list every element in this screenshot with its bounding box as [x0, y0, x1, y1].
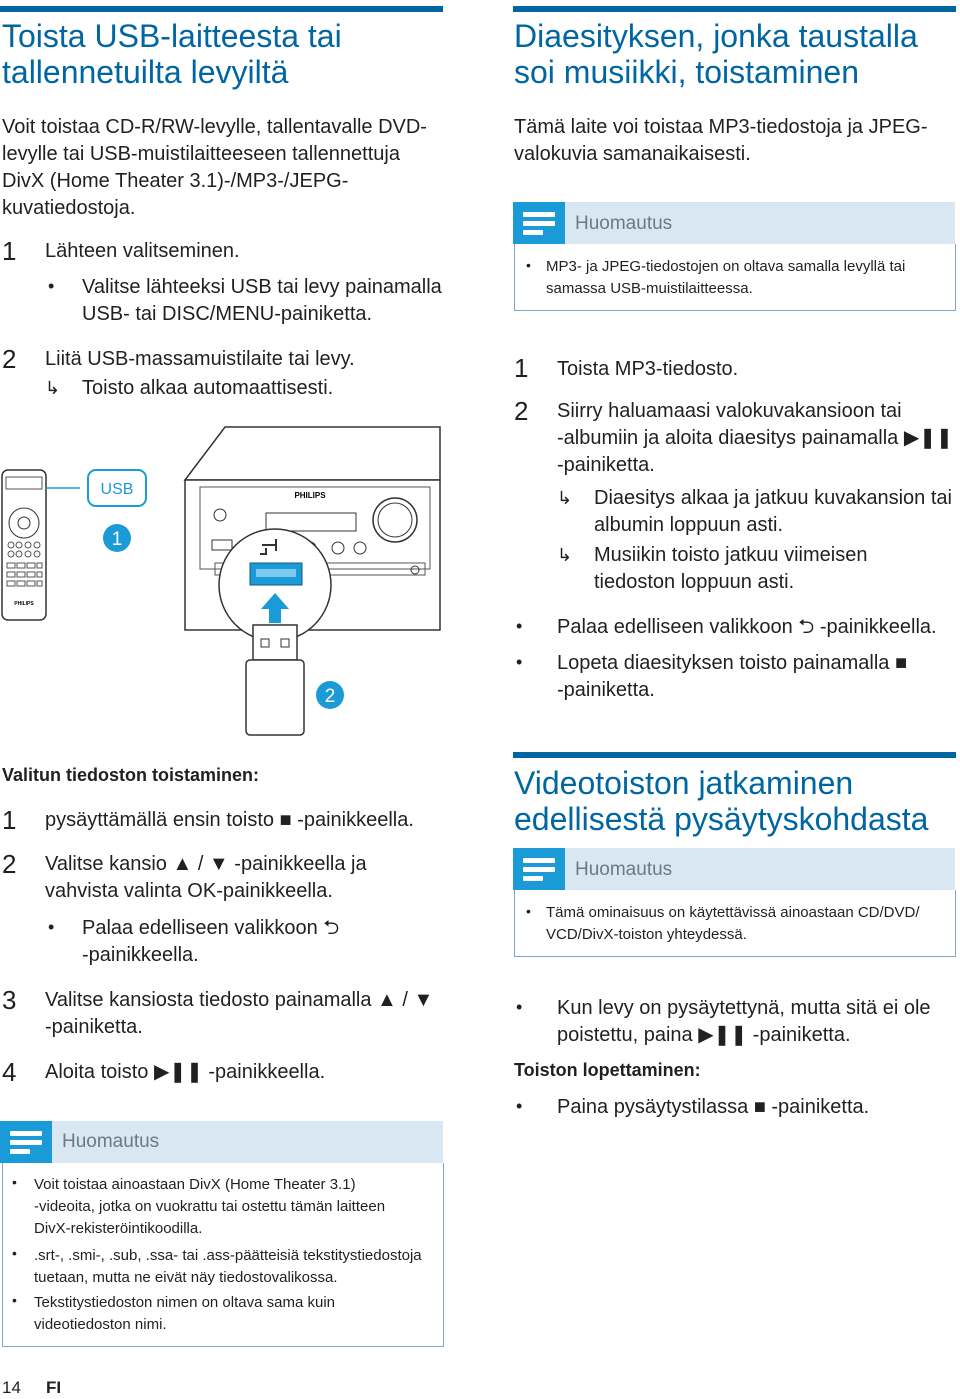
bullet-dot: • [12, 1245, 17, 1261]
device-illustration [0, 415, 445, 740]
step-line: vahvista valinta OK-painikkeella. [45, 880, 333, 902]
section-rule [513, 752, 956, 758]
note-line: MP3- ja JPEG-tiedostojen on oltava samalla levyllä tai [546, 258, 906, 275]
intro-line: kuvatiedostoja. [2, 197, 136, 219]
bullet-line: Valitse lähteeksi USB tai levy painamalla [82, 276, 442, 298]
section-title [514, 18, 918, 90]
bullet-line: Kun levy on pysäytettynä, mutta sitä ei ole [557, 997, 931, 1019]
svg-text:USB: USB [100, 481, 134, 498]
page-number: 14 [2, 1378, 21, 1397]
subsection-heading: Valitun tiedoston toistaminen: [2, 765, 260, 785]
note-item [34, 1174, 434, 1240]
step-text [557, 398, 957, 479]
step-line: Valitse kansio ▲ / ▼ -painikkeella ja [45, 853, 367, 875]
svg-text:PHILIPS: PHILIPS [294, 491, 326, 500]
step-number: 2 [514, 396, 529, 426]
bullet-text [557, 650, 907, 704]
step-number: 4 [2, 1057, 17, 1087]
result-line: tiedoston loppuun asti. [594, 571, 795, 593]
svg-text:PHILIPS: PHILIPS [14, 601, 34, 607]
result-arrow-icon: ↳ [45, 378, 61, 398]
section-rule [0, 6, 443, 12]
result-arrow-icon: ↳ [557, 488, 573, 508]
note-item [546, 256, 946, 300]
result-line: albumin loppuun asti. [594, 514, 784, 536]
bullet-line: Palaa edelliseen valikkoon ⮌ [82, 917, 340, 939]
intro-line: levylle tai USB-muistilaitteeseen tallennettuja [2, 143, 400, 165]
title-line: Diaesityksen, jonka taustalla [514, 18, 918, 54]
note-line: tuetaan, mutta ne eivät näy tiedostovalikossa. [34, 1269, 338, 1286]
intro-text [514, 114, 954, 168]
step-text: Aloita toisto ▶❚❚ -painikkeella. [45, 1061, 326, 1083]
step-line: -painiketta. [557, 454, 655, 476]
note-line: Tämä ominaisuus on käytettävissä ainoastaan CD/DVD/ [546, 904, 920, 921]
bullet-dot: • [12, 1174, 17, 1190]
note-item [546, 902, 946, 946]
title-line: soi musiikki, toistaminen [514, 54, 859, 90]
step-number: 2 [2, 849, 17, 879]
title-line: Videotoiston jatkaminen [514, 765, 854, 801]
note-icon [0, 1121, 52, 1163]
step-text [45, 851, 367, 905]
step-line: -painiketta. [45, 1016, 143, 1038]
bullet-text [82, 915, 339, 969]
result-line: Musiikin toisto jatkuu viimeisen [594, 544, 868, 566]
section-title [2, 18, 342, 90]
bullet-line: -painikkeella. [82, 944, 199, 966]
svg-text:2: 2 [324, 686, 336, 707]
bullet-dot: • [48, 276, 55, 296]
note-line: samassa USB-muistilaitteessa. [546, 280, 753, 297]
bullet-text [82, 274, 452, 328]
note-title: Huomautus [575, 213, 673, 234]
result-line: Diaesitys alkaa ja jatkuu kuvakansion tai [594, 487, 952, 509]
bullet-line: -painiketta. [557, 679, 655, 701]
bullet-line: Lopeta diaesityksen toisto painamalla ■ [557, 652, 908, 674]
title-line: Toista USB-laitteesta tai [2, 18, 342, 54]
note-title: Huomautus [575, 859, 673, 880]
bullet-dot: • [12, 1292, 17, 1308]
intro-text [2, 114, 442, 222]
result-text: Toisto alkaa automaattisesti. [82, 377, 334, 399]
step-line: Valitse kansiosta tiedosto painamalla ▲ / ▼ [45, 989, 434, 1011]
usb-stick-icon [246, 625, 304, 735]
bullet-dot: • [526, 903, 531, 919]
result-text [594, 485, 952, 539]
step-number: 1 [514, 353, 529, 383]
intro-line: Voit toistaa CD-R/RW-levylle, tallentavalle DVD- [2, 116, 427, 138]
bullet-dot: • [526, 257, 531, 273]
note-line: -videoita, jotka on vuokrattu tai ostettu tämän laitteen [34, 1198, 386, 1215]
subsection-heading: Toiston lopettaminen: [514, 1060, 701, 1080]
note-line: DivX-rekisteröintikoodilla. [34, 1220, 203, 1237]
bullet-dot: • [516, 997, 523, 1017]
language-code: FI [46, 1378, 62, 1397]
result-text [594, 542, 867, 596]
step-number: 1 [2, 236, 17, 266]
note-line: videotiedoston nimi. [34, 1316, 167, 1333]
bullet-text: Palaa edelliseen valikkoon ⮌ -painikkeella. [557, 616, 937, 638]
bullet-dot: • [48, 917, 55, 937]
bullet-dot: • [516, 616, 523, 636]
step-text: Lähteen valitseminen. [45, 240, 240, 262]
remote-control-icon [2, 470, 46, 620]
title-line: tallennetuilta levyiltä [2, 54, 289, 90]
intro-line: Tämä laite voi toistaa MP3-tiedostoja ja JPEG- [514, 116, 928, 138]
note-item [34, 1245, 434, 1289]
step-text: Toista MP3-tiedosto. [557, 358, 739, 380]
bullet-text [557, 995, 931, 1049]
bullet-line: USB- tai DISC/MENU-painiketta. [82, 303, 373, 325]
note-icon [513, 202, 565, 244]
result-arrow-icon: ↳ [557, 545, 573, 565]
note-line: Tekstitystiedoston nimen on oltava sama kuin [34, 1294, 335, 1311]
bullet-dot: • [516, 652, 523, 672]
note-item [34, 1292, 434, 1336]
section-rule [513, 6, 956, 12]
step-number: 2 [2, 344, 17, 374]
step-number: 3 [2, 985, 17, 1015]
svg-text:1: 1 [111, 529, 123, 550]
section-title [514, 765, 928, 837]
step-text [45, 987, 433, 1041]
bullet-dot: • [516, 1096, 523, 1116]
title-line: edellisestä pysäytyskohdasta [514, 801, 929, 837]
bullet-line: poistettu, paina ▶❚❚ -painiketta. [557, 1024, 851, 1046]
intro-line: valokuvia samanaikaisesti. [514, 143, 751, 165]
step-line: -albumiin ja aloita diaesitys painamalla ▶❚❚ [557, 427, 953, 449]
note-line: .srt-, .smi-, .sub, .ssa- tai .ass-päätteisiä tekstitystiedostoja [34, 1247, 422, 1264]
step-text: pysäyttämällä ensin toisto ■ -painikkeella. [45, 809, 414, 831]
note-title: Huomautus [62, 1131, 160, 1152]
note-line: Voit toistaa ainoastaan DivX (Home Theater 3.1) [34, 1176, 356, 1193]
note-icon [513, 848, 565, 890]
bullet-text: Paina pysäytystilassa ■ -painiketta. [557, 1096, 870, 1118]
intro-line: DivX (Home Theater 3.1)-/MP3-/JEPG- [2, 170, 349, 192]
note-line: VCD/DivX-toiston yhteydessä. [546, 926, 747, 943]
step-number: 1 [2, 805, 17, 835]
step-line: Siirry haluamaasi valokuvakansioon tai [557, 400, 902, 422]
step-text: Liitä USB-massamuistilaite tai levy. [45, 348, 355, 370]
